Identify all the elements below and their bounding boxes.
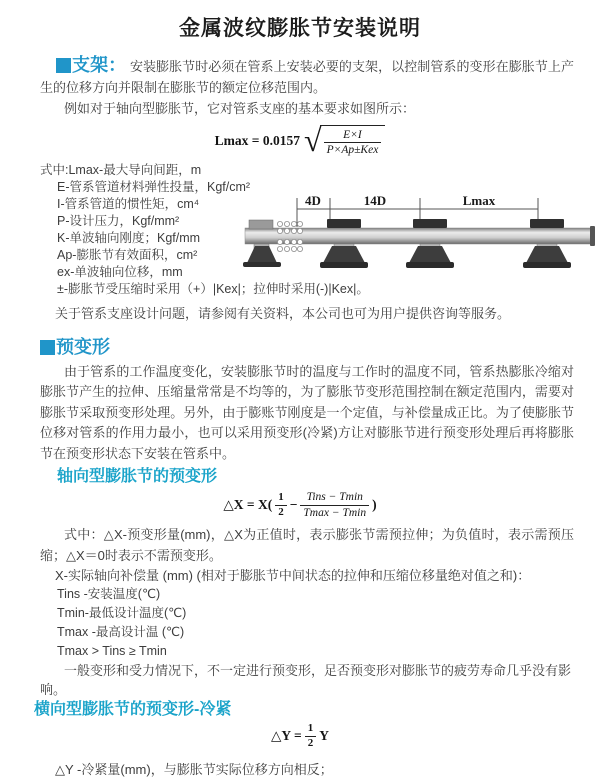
definition-item: I-管系管道的惯性矩，cm⁴ <box>57 196 200 211</box>
section-marker-icon <box>56 58 71 73</box>
definition-item: Ap-膨胀节有效面积，cm² <box>57 247 198 262</box>
lateral-formula-lhs: △Y = <box>271 728 302 744</box>
temperature-item: Tins -安装温度(℃) <box>57 587 161 601</box>
support-intro-text: 安装膨胀节时必须在管系上安装必要的支架，以控制管系的变形在膨胀节上产生的位移方向并限制在膨胀节的额定位移范围内。 <box>40 59 574 95</box>
section-predeform-heading <box>40 337 600 357</box>
axial-predeform-formula <box>0 490 600 520</box>
dim-label-lmax: Lmax <box>462 193 496 208</box>
one-half-fraction: $\frac{1}{2}$ <box>275 491 287 520</box>
support-note: 关于管系支座设计问题，请参阅有关资料，本公司也可为用户提供咨询等服务。 <box>55 305 511 321</box>
lmax-fraction-denominator: P×Ap±Kex <box>324 142 382 157</box>
minus-sign: − <box>289 497 298 513</box>
definition-item: ±-膨胀节受压缩时采用（+）|Kex|；拉伸时采用(-)|Kex|。 <box>57 281 369 296</box>
definition-item: ex-单波轴向位移，mm <box>57 264 183 279</box>
axial-predeform-heading: 轴向型膨胀节的预变形 <box>57 468 218 486</box>
close-paren: ) <box>372 497 377 513</box>
axial-general-note: 一般变形和受力情况下，不一定进行预变形，足否预变形对膨胀节的疲劳寿命几乎没有影响。 <box>40 663 572 697</box>
predeform-paragraph: 由于管系的工作温度变化，安装膨胀节时的温度与工作时的温度不同，管系热膨胀冷缩对膨胀节产生的拉伸、压缩量常常是不均等的，为了膨胀节变形范围控制在额定范围内，需要对膨胀节采取预变形处理。另外，由于膨账节刚度是一个定值，与补偿量成正比。为了使膨胀节位移对管系的作用力最小，也可以采用预变形(冷紧)方让对膨胀节进行预变形处理后再将膨胀节在预变形状态下安装在管系中。 <box>40 363 574 461</box>
temperature-item: Tmin-最低设计温度(℃) <box>57 606 187 620</box>
axial-formula-lhs: △X = X( <box>223 497 273 513</box>
definition-item: K-单波轴向刚度；Kgf/mm <box>57 230 201 245</box>
axial-x-definition: X-实际轴向补偿量 (mm) (相对于膨胀节中间状态的拉伸和压缩位移量绝对值之和)： <box>55 568 531 583</box>
temperature-fraction: $\frac{\text{Tins − Tmin}}{Tmax - Tmin}$ <box>300 490 369 520</box>
definitions-intro: 式中:Lmax-最大导向间距，m <box>40 162 202 177</box>
definition-item: E-管系管道材料弹性投量，Kgf/cm² <box>57 179 251 194</box>
lmax-formula-lhs: Lmax = 0.0157 <box>214 133 300 149</box>
lmax-formula <box>0 122 600 159</box>
dim-label-14d: 14D <box>363 193 387 208</box>
lmax-fraction <box>324 128 382 158</box>
definition-item: P-设计压力，Kgf/mm² <box>57 213 180 228</box>
section-support-title: 支架： <box>72 55 127 75</box>
sqrt-body <box>320 125 386 158</box>
sqrt-radical-icon: √ <box>304 122 322 159</box>
dim-label-4d: 4D <box>305 193 321 208</box>
lateral-predeform-heading: 横向型膨胀节的预变形-冷紧 <box>34 701 232 718</box>
pipe-end-cap <box>590 226 595 246</box>
lateral-formula-rhs: Y <box>319 728 329 744</box>
page-title: 金属波纹膨胀节安装说明 <box>179 17 421 40</box>
axial-formula-note: 式中：△X-预变形量(mm)，△X为正值时，表示膨张节需预拉伸；为负值时，表示需预压缩；△X＝0时表示不需预变形。 <box>40 527 574 563</box>
pipe-support-diagram <box>242 190 599 295</box>
lateral-predeform-formula <box>0 722 600 751</box>
temperature-item: Tmax > Tins ≥ Tmin <box>57 644 167 658</box>
section-marker-icon <box>40 340 55 355</box>
lateral-formula-note: △Y -冷紧量(mm)，与膨胀节实际位移方向相反； <box>55 761 333 777</box>
lmax-fraction-numerator: E×I <box>343 129 362 141</box>
section-support-heading <box>56 55 126 75</box>
temperature-item: Tmax -最高设计温 (℃) <box>57 625 185 639</box>
temperature-definitions-list <box>57 585 600 661</box>
section-predeform-title: 预变形 <box>56 336 110 357</box>
support-intro-paragraph <box>40 55 574 98</box>
support-example-line: 例如对于轴向型膨胀节，它对管系支座的基本要求如图所示： <box>64 101 416 116</box>
one-half-fraction: $\frac{1}{2}$ <box>305 722 317 751</box>
